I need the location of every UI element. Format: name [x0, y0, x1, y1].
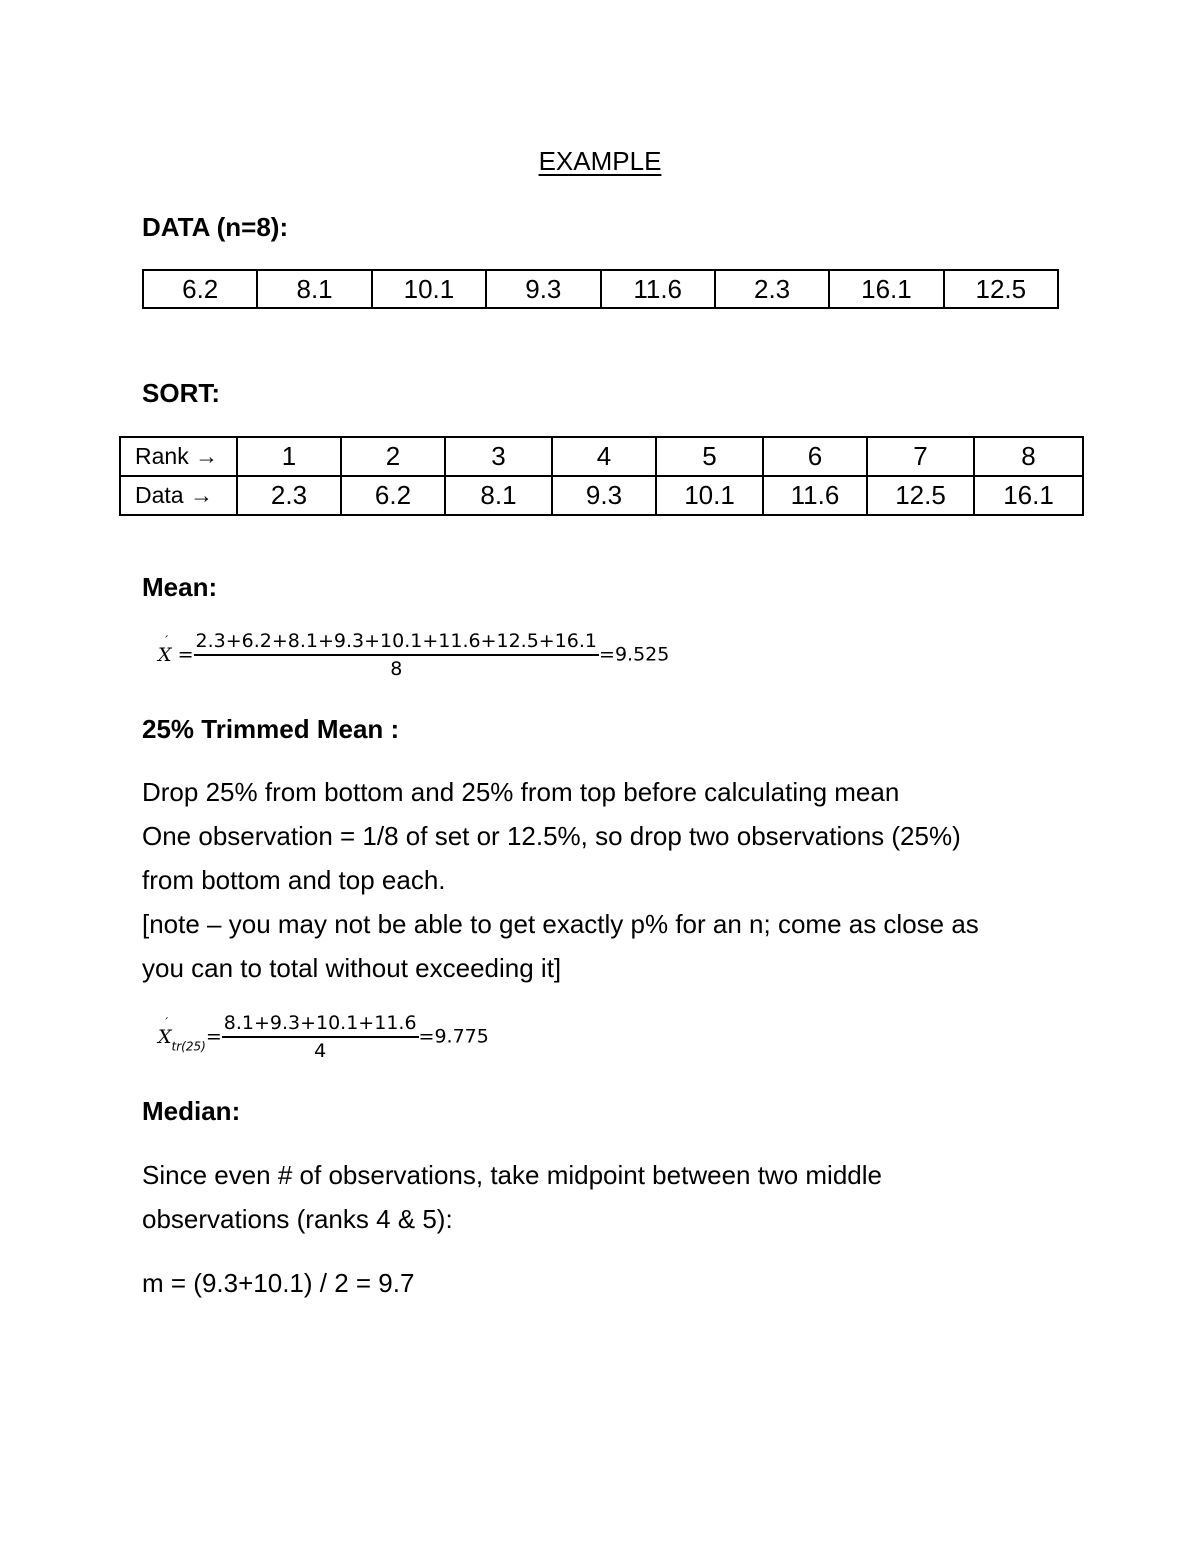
mean-fraction — [194, 630, 600, 680]
rank-cell: 4 — [552, 437, 656, 476]
trimmed-result: =9.775 — [418, 1025, 489, 1048]
data-cell: 16.1 — [829, 270, 943, 308]
rank-cell: 8 — [974, 437, 1083, 476]
trimmed-numerator: 8.1+9.3+10.1+11.6 — [222, 1012, 419, 1038]
rank-cell: 3 — [445, 437, 552, 476]
explanation-line: Drop 25% from bottom and 25% from top before calculating mean — [142, 777, 900, 807]
rank-cell: 5 — [656, 437, 763, 476]
x-bar-symbol — [158, 633, 172, 666]
sorted-data-cell: 12.5 — [867, 476, 974, 515]
sorted-data-cell: 10.1 — [656, 476, 763, 515]
data-label: Data → — [120, 476, 237, 515]
rank-label: Rank → — [120, 437, 237, 476]
median-heading: Median: — [142, 1096, 241, 1126]
data-cell: 12.5 — [944, 270, 1058, 308]
rank-cell: 2 — [341, 437, 445, 476]
equals-sign: = — [205, 1025, 222, 1048]
explanation-line: [note – you may not be able to get exactly p% for an n; come as close as — [142, 909, 979, 939]
median-explanation — [142, 1153, 882, 1241]
data-heading: DATA (n=8): — [142, 212, 289, 242]
trimmed-mean-explanation — [142, 770, 979, 990]
trimmed-fraction — [222, 1012, 419, 1062]
mean-heading: Mean: — [142, 572, 218, 602]
data-cell: 6.2 — [143, 270, 257, 308]
data-cell: 11.6 — [601, 270, 715, 308]
explanation-line: observations (ranks 4 & 5): — [142, 1204, 453, 1234]
trimmed-denominator: 4 — [314, 1040, 327, 1062]
sorted-data-cell: 11.6 — [763, 476, 867, 515]
explanation-line: Since even # of observations, take midpoint between two middle — [142, 1160, 882, 1190]
sorted-table — [119, 436, 1084, 516]
data-cell: 9.3 — [486, 270, 600, 308]
median-result: m = (9.3+10.1) / 2 = 9.7 — [142, 1268, 415, 1298]
explanation-line: One observation = 1/8 of set or 12.5%, so drop two observations (25%) — [142, 821, 961, 851]
sorted-data-cell: 9.3 — [552, 476, 656, 515]
data-cell: 2.3 — [715, 270, 829, 308]
x-bar-symbol — [158, 1015, 172, 1048]
sorted-data-cell: 16.1 — [974, 476, 1083, 515]
trimmed-subscript: tr(25) — [171, 1039, 206, 1054]
mean-numerator: 2.3+6.2+8.1+9.3+10.1+11.6+12.5+16.1 — [194, 630, 600, 656]
explanation-line: you can to total without exceeding it] — [142, 953, 562, 983]
data-cell: 8.1 — [257, 270, 371, 308]
mean-formula — [158, 630, 669, 680]
page-title: EXAMPLE — [538, 146, 662, 176]
data-row — [143, 270, 1058, 308]
x-symbol: X — [158, 1025, 172, 1048]
accent-mark: ´ — [163, 1015, 169, 1030]
x-symbol: X — [158, 643, 172, 666]
rank-cell: 1 — [237, 437, 341, 476]
sorted-data-cell: 2.3 — [237, 476, 341, 515]
mean-denominator: 8 — [390, 658, 403, 680]
trimmed-mean-formula — [158, 1012, 489, 1062]
explanation-line: from bottom and top each. — [142, 865, 446, 895]
data-cell: 10.1 — [372, 270, 486, 308]
sorted-data-cell: 6.2 — [341, 476, 445, 515]
mean-result: =9.525 — [599, 643, 670, 666]
accent-mark: ´ — [163, 633, 169, 648]
rank-cell: 6 — [763, 437, 867, 476]
rank-cell: 7 — [867, 437, 974, 476]
data-table — [142, 269, 1059, 309]
rank-row — [120, 437, 1083, 476]
equals-sign: = — [177, 643, 194, 666]
trimmed-mean-heading: 25% Trimmed Mean : — [142, 714, 400, 744]
sorted-data-cell: 8.1 — [445, 476, 552, 515]
sorted-data-row — [120, 476, 1083, 515]
sort-heading: SORT: — [142, 378, 220, 408]
